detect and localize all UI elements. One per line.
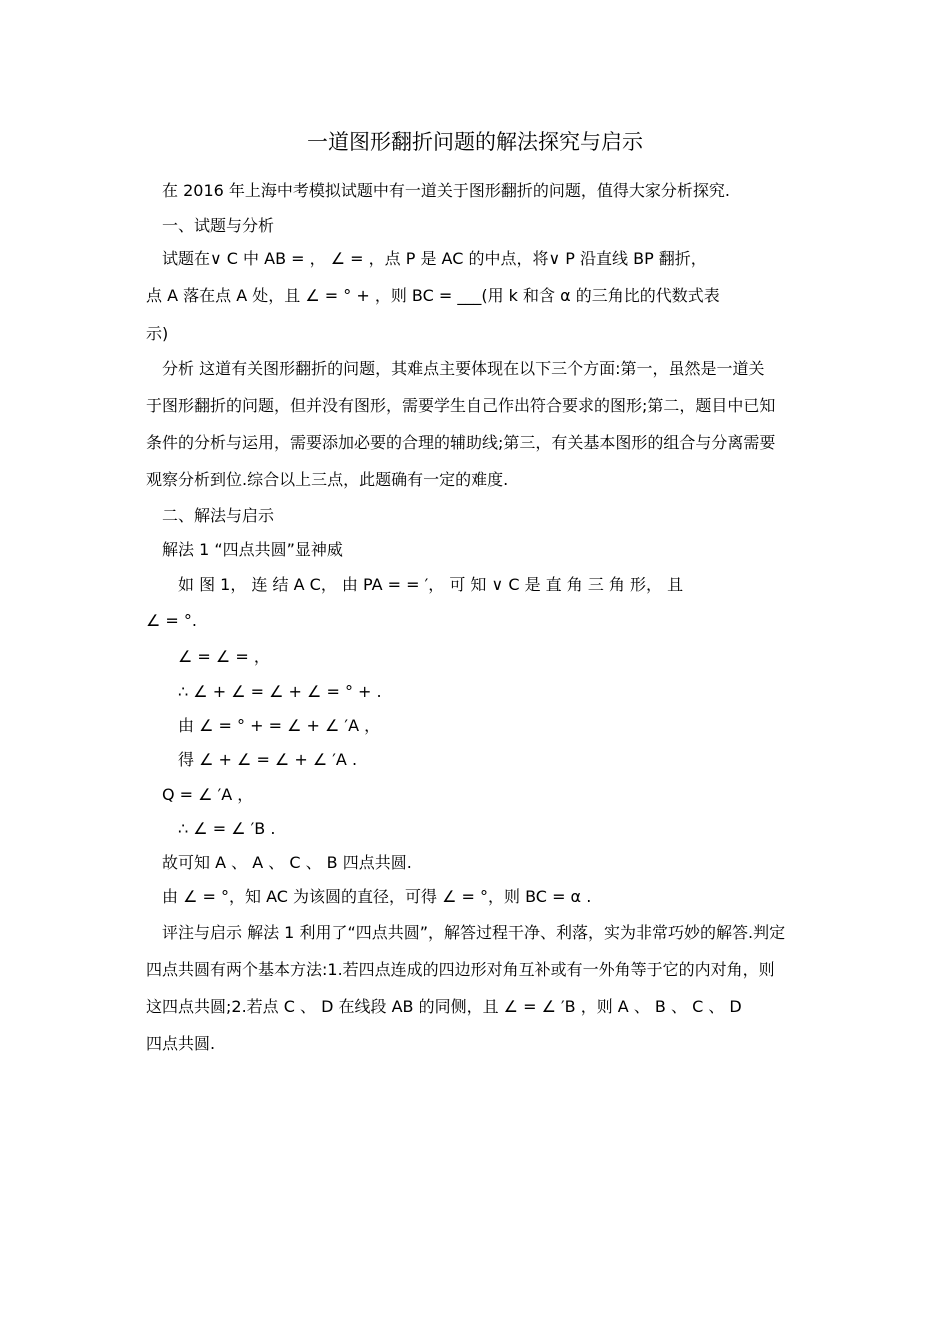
method1-line-1: 如 图 1， 连 结 A C， 由 PA = = ′， 可 知 ∨ C 是 直 角 三 角 形， 且 [178, 575, 684, 594]
analysis-line-3: 条件的分析与运用，需要添加必要的合理的辅助线;第三，有关基本图形的组合与分离需要 [146, 433, 776, 452]
method1-line-2: ∠ = °. [146, 611, 198, 630]
method1-title: 解法 1 “四点共圆”显神威 [162, 540, 343, 559]
problem-line-2: 点 A 落在点 A 处，且 ∠ = ° + ，则 BC = ___(用 k 和含 α 的三角比的代数式表 [146, 286, 720, 305]
comment-line-4: 四点共圆. [146, 1034, 216, 1053]
page-title: 一道图形翻折问题的解法探究与启示 [307, 130, 643, 154]
method1-equation-6: ∴ ∠ = ∠ ′B . [178, 819, 276, 838]
problem-line-1: 试题在∨ C 中 AB = ， ∠ = ，点 P 是 AC 的中点，将∨ P 沿直线 BP 翻折， [162, 249, 707, 268]
analysis-line-1: 分析 这道有关图形翻折的问题，其难点主要体现在以下三个方面:第一，虽然是一道关 [162, 359, 765, 378]
method1-conclusion: 故可知 A 、 A 、 C 、 B 四点共圆. [162, 853, 412, 872]
comment-line-2: 四点共圆有两个基本方法:1.若四点连成的四边形对角互补或有一外角等于它的内对角，则 [146, 960, 775, 979]
method1-result: 由 ∠ = °，知 AC 为该圆的直径，可得 ∠ = °，则 BC = α . [162, 887, 592, 906]
comment-line-1: 评注与启示 解法 1 利用了“四点共圆”，解答过程干净、利落，实为非常巧妙的解答.判定 [162, 923, 786, 942]
analysis-line-2: 于图形翻折的问题，但并没有图形，需要学生自己作出符合要求的图形;第二，题目中已知 [146, 396, 776, 415]
intro-paragraph: 在 2016 年上海中考模拟试题中有一道关于图形翻折的问题，值得大家分析探究. [162, 181, 730, 200]
method1-equation-4: 得 ∠ + ∠ = ∠ + ∠ ′A . [178, 750, 358, 769]
comment-line-3: 这四点共圆;2.若点 C 、 D 在线段 AB 的同侧，且 ∠ = ∠ ′B ，则 A 、 B 、 C 、 D [146, 997, 742, 1016]
method1-equation-3: 由 ∠ = ° + = ∠ + ∠ ′A ， [178, 716, 381, 735]
method1-equation-5: Q = ∠ ′A ， [162, 785, 254, 804]
analysis-line-4: 观察分析到位.综合以上三点，此题确有一定的难度. [146, 470, 509, 489]
section-heading-1: 一、试题与分析 [162, 216, 275, 235]
section-heading-2: 二、解法与启示 [162, 506, 275, 525]
problem-line-3: 示) [146, 324, 169, 343]
method1-equation-1: ∠ = ∠ = ， [178, 647, 270, 666]
method1-equation-2: ∴ ∠ + ∠ = ∠ + ∠ = ° + . [178, 682, 382, 701]
